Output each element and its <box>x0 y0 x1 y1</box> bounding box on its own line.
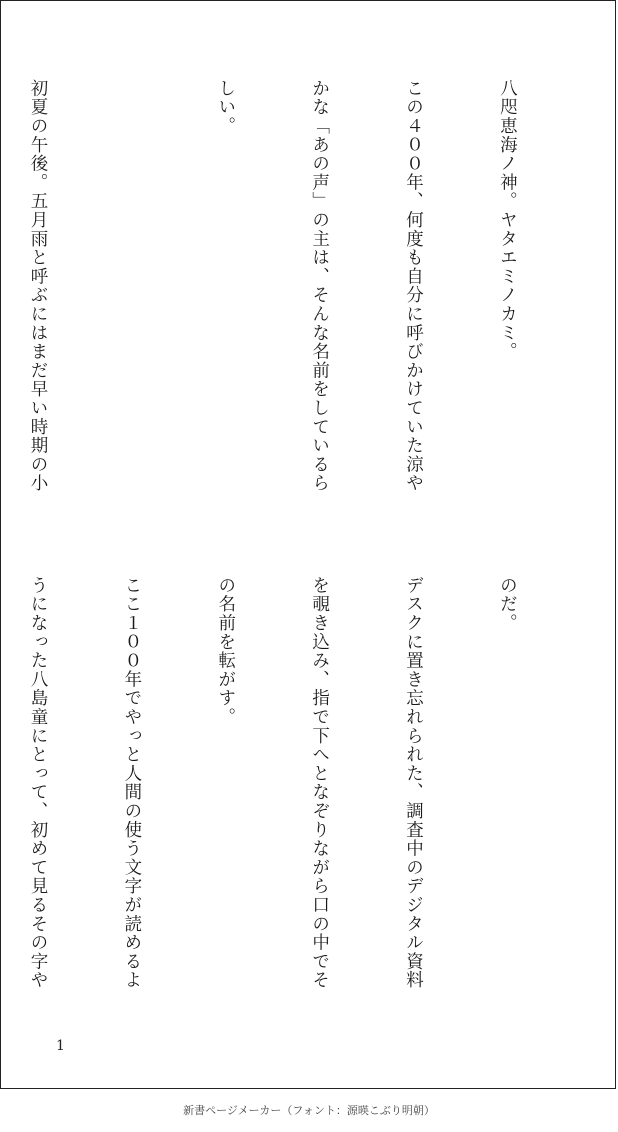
text-line: かな「あの声」の主は、そんな名前をしているら <box>309 79 330 493</box>
text-line: のだ。 <box>497 576 518 633</box>
text-line: 初夏の午後。五月雨と呼ぶにはまだ早い時期の小 <box>27 79 48 493</box>
text-line: ここ１００年でやっと人間の使う文字が読めるよ <box>121 576 142 990</box>
text-line: この４００年、何度も自分に呼びかけていた涼や <box>403 79 424 493</box>
text-line: 八咫恵海ノ神。ヤタエミノカミ。 <box>497 79 518 361</box>
page-number: 1 <box>56 1038 65 1054</box>
text-line: しい。 <box>215 79 236 136</box>
lower-text-block <box>0 576 585 1036</box>
footer-credit: 新書ページメーカー（フォント：源暎こぶり明朝） <box>183 1104 435 1117</box>
text-line: の名前を転がす。 <box>215 576 236 727</box>
blank-line <box>116 79 147 539</box>
text-line: を覗き込み、指で下へとなぞりながら口の中でそ <box>309 576 330 990</box>
upper-text-block <box>0 79 585 539</box>
text-line: デスクに置き忘れられた、調査中のデジタル資料 <box>403 576 424 990</box>
text-line: うになった八島童にとって、初めて見るその字や <box>27 576 48 990</box>
